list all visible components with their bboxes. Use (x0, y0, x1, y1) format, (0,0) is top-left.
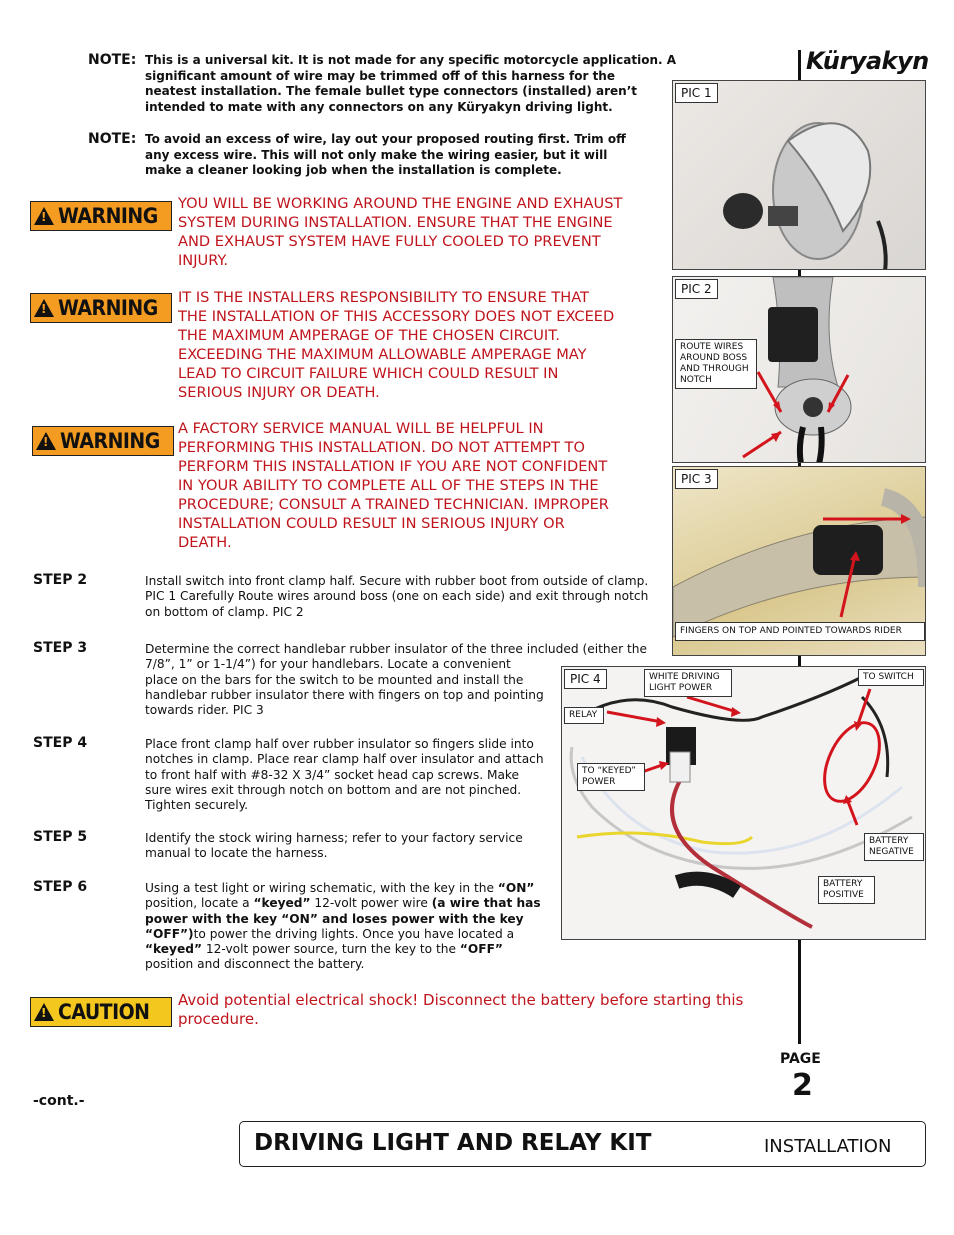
note-1-label: NOTE: (88, 52, 137, 68)
logo-divider (798, 50, 801, 78)
step-6-text-part: “keyed” (145, 942, 202, 957)
pic-4-callout-keyed-power: TO “KEYED” POWER (577, 763, 645, 791)
warning-1-text: YOU WILL BE WORKING AROUND THE ENGINE AND EXHAUST SYSTEM DURING INSTALLATION. ENSURE THAT THE ENGINE AND EXHAUST SYSTEM HAVE FULLY COOLED TO PREVENT INJURY. (178, 195, 623, 269)
step-5-label: STEP 5 (33, 829, 88, 845)
pic-4-callout-to-switch: TO SWITCH (858, 669, 924, 686)
footer-title: DRIVING LIGHT AND RELAY KIT (254, 1130, 652, 1156)
page-number: 2 (792, 1068, 813, 1103)
warning-triangle-icon (34, 299, 54, 317)
step-4-label: STEP 4 (33, 735, 88, 751)
pic-3-callout: FINGERS ON TOP AND POINTED TOWARDS RIDER (675, 622, 925, 641)
warning-badge-3: ! WARNING (32, 426, 174, 456)
pic-4-callout-battery-positive: BATTERY POSITIVE (818, 876, 875, 904)
pic-2-label: PIC 2 (675, 279, 718, 299)
caution-text: Avoid potential electrical shock! Disconnect the battery before starting this procedure. (178, 991, 744, 1028)
warning-triangle-icon (36, 432, 56, 450)
pic-4-callout-relay: RELAY (564, 707, 604, 724)
note-2-text: To avoid an excess of wire, lay out your proposed routing first. Trim off any excess wire. This will not only make the wiring easier, but it will make a cleaner looking job when the installation is complete. (145, 132, 626, 177)
step-6-text-part: 12-volt power wire (310, 896, 432, 911)
warning-badge-1: ! WARNING (30, 201, 172, 231)
step-6-text-part: “ON” (497, 881, 535, 895)
pic-1-photo (672, 80, 926, 270)
page-label: PAGE (780, 1051, 821, 1067)
step-3-label: STEP 3 (33, 640, 88, 656)
pic-4-photo (561, 666, 926, 940)
step-6-text-part: (a wire that has power with the key “ON” and loses power with the key “OFF”) (145, 896, 541, 941)
step-6-text (145, 881, 555, 973)
note-2-label: NOTE: (88, 131, 137, 147)
footer-subtitle: INSTALLATION (764, 1136, 892, 1157)
step-6-text-part: position, locate a (145, 896, 254, 911)
step-5-text: Identify the stock wiring harness; refer to your factory service manual to locate the harness. (145, 831, 523, 861)
warning-triangle-icon (34, 207, 54, 225)
pic-3-photo (672, 466, 926, 656)
step-6-text-part: 12-volt power source, turn the key to the (202, 942, 460, 957)
pic-2-photo (672, 276, 926, 463)
step-6-text-part: “OFF” (459, 942, 503, 957)
pic-3-label: PIC 3 (675, 469, 718, 489)
step-6-text-part: “keyed” (253, 896, 311, 911)
step-6-label: STEP 6 (33, 879, 88, 895)
pic-4-callout-battery-negative: BATTERY NEGATIVE (864, 833, 924, 861)
step-2-text: Install switch into front clamp half. Secure with rubber boot from outside of clamp. PIC 1 Carefully Route wires around boss (one on each side) and exit through notch on bottom of clamp. PIC 2 (145, 574, 649, 619)
step-3-text: Determine the correct handlebar rubber insulator of the three included (either the 7/8”, 1” or 1-1/4”) for your handlebars. Locate a convenient place on the bars for the switch to be mounted and install the handlebar rubber insulator there with fingers on top and pointing towards rider. PIC 3 (145, 642, 648, 718)
pic-2-callout: ROUTE WIRES AROUND BOSS AND THROUGH NOTCH (675, 339, 757, 389)
clamp-switch-illustration (673, 81, 926, 270)
pic-1-label: PIC 1 (675, 83, 718, 103)
caution-triangle-icon (34, 1003, 54, 1021)
step-4-text: Place front clamp half over rubber insulator so fingers slide into notches in clamp. Place rear clamp half over insulator and attach to front half with #8-32 X 3/4” socket head cap screws. Make sure wires exit through notch on bottom and are not pinched. Tighten securely. (145, 737, 544, 813)
brand-logo: Küryakyn (806, 47, 929, 75)
continued-note: -cont.- (33, 1093, 85, 1109)
footer-banner (239, 1121, 926, 1167)
step-6-text-part: to power the driving lights. Once you have located a (193, 926, 515, 941)
step-6-text-part: Using a test light or wiring schematic, with the key in the (145, 881, 498, 895)
pic-4-callout-white-power: WHITE DRIVING LIGHT POWER (644, 669, 732, 697)
note-1-text: This is a universal kit. It is not made for any specific motorcycle application. A significant amount of wire may be trimmed off of this harness for the neatest installation. The female bullet type connectors (installed) aren’t intended to mate with any connectors on any Küryakyn driving light. (145, 53, 677, 114)
warning-3-text: A FACTORY SERVICE MANUAL WILL BE HELPFUL IN PERFORMING THIS INSTALLATION. DO NOT ATTEMPT TO PERFORM THIS INSTALLATION IF YOU ARE NOT CONFIDENT IN YOUR ABILITY TO COMPLETE ALL OF THE STEPS IN THE PROCEDURE; CONSULT A TRAINED TECHNICIAN. IMPROPER INSTALLATION COULD RESULT IN SERIOUS INJURY OR DEATH. (178, 420, 609, 551)
pic-4-label: PIC 4 (564, 669, 607, 689)
step-6-text-part: position and disconnect the battery. (145, 957, 365, 972)
caution-badge: ! CAUTION (30, 997, 172, 1027)
warning-badge-2: ! WARNING (30, 293, 172, 323)
step-2-label: STEP 2 (33, 572, 88, 588)
warning-2-text: IT IS THE INSTALLERS RESPONSIBILITY TO ENSURE THAT THE INSTALLATION OF THIS ACCESSORY DOES NOT EXCEED THE MAXIMUM AMPERAGE OF THE CHOSEN CIRCUIT. EXCEEDING THE MAXIMUM ALLOWABLE AMPERAGE MAY LEAD TO CIRCUIT FAILURE WHICH COULD RESULT IN SERIOUS INJURY OR DEATH. (178, 289, 615, 401)
